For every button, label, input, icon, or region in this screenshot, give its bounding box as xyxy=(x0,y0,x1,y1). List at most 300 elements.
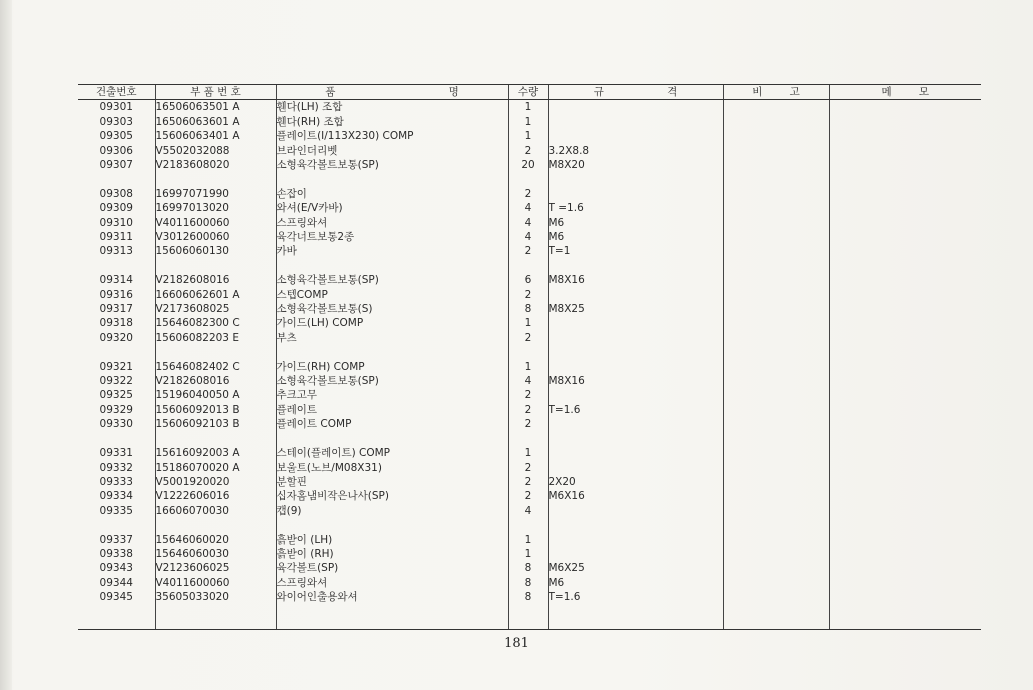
cell-qty: 2 xyxy=(508,288,548,302)
table-row xyxy=(78,100,981,115)
cell-spec: M8X20 xyxy=(548,158,723,172)
cell-remark xyxy=(723,273,829,287)
cell-part-no: 35605033020 xyxy=(155,590,276,604)
empty-cell xyxy=(276,518,508,532)
cell-remark xyxy=(723,504,829,518)
table-row xyxy=(78,244,981,258)
table-header-row xyxy=(78,85,981,100)
cell-code: 09345 xyxy=(99,591,133,604)
page-number: 181 xyxy=(504,636,529,651)
cell-remark xyxy=(723,144,829,158)
cell-spec xyxy=(548,388,723,402)
table-row xyxy=(78,216,981,230)
cell-qty: 2 xyxy=(508,417,548,431)
cell-memo xyxy=(829,417,981,431)
cell-part-no: V2182608016 xyxy=(155,374,276,388)
cell-part-no: V2123606025 xyxy=(155,561,276,575)
cell-name: 스테이(플레이트) COMP xyxy=(276,446,508,460)
cell-qty: 8 xyxy=(508,576,548,590)
cell-name: 분할핀 xyxy=(276,475,508,489)
cell-remark xyxy=(723,230,829,244)
cell-code: 09318 xyxy=(99,317,133,330)
header-code: 건출번호 xyxy=(78,85,155,100)
cell-qty: 1 xyxy=(508,129,548,143)
cell-qty: 8 xyxy=(508,561,548,575)
cell-spec: 3.2X8.8 xyxy=(548,144,723,158)
cell-code: 09303 xyxy=(99,115,133,128)
cell-code: 09316 xyxy=(99,288,133,301)
empty-cell xyxy=(155,259,276,273)
cell-code: 09338 xyxy=(99,547,133,560)
cell-spec xyxy=(548,129,723,143)
cell-name: 추크고무 xyxy=(276,388,508,402)
cell-name: 브라인더리벳 xyxy=(276,144,508,158)
cell-qty: 2 xyxy=(508,144,548,158)
empty-cell xyxy=(829,172,981,186)
cell-remark xyxy=(723,374,829,388)
cell-remark xyxy=(723,533,829,547)
cell-qty: 8 xyxy=(508,302,548,316)
cell-remark xyxy=(723,216,829,230)
cell-remark xyxy=(723,201,829,215)
cell-code: 09321 xyxy=(99,360,133,373)
empty-cell xyxy=(276,259,508,273)
cell-code: 09325 xyxy=(99,389,133,402)
cell-memo xyxy=(829,302,981,316)
cell-remark xyxy=(723,475,829,489)
table-row xyxy=(78,561,981,575)
cell-spec: M6 xyxy=(548,230,723,244)
cell-spec: M8X16 xyxy=(548,273,723,287)
cell-spec xyxy=(548,504,723,518)
cell-remark xyxy=(723,100,829,115)
table-row xyxy=(78,331,981,345)
cell-name: 플레이트(I/113X230) COMP xyxy=(276,129,508,143)
cell-part-no: 15646082300 C xyxy=(155,316,276,330)
header-spec: 규 격 xyxy=(548,85,723,100)
cell-name: 카바 xyxy=(276,244,508,258)
empty-cell xyxy=(508,605,548,630)
cell-spec xyxy=(548,547,723,561)
cell-memo xyxy=(829,244,981,258)
cell-spec xyxy=(548,331,723,345)
table-row xyxy=(78,590,981,604)
empty-cell xyxy=(78,172,155,186)
table-body xyxy=(78,100,981,629)
empty-cell xyxy=(276,345,508,359)
empty-cell xyxy=(829,605,981,630)
cell-part-no: V1222606016 xyxy=(155,489,276,503)
cell-code: 09322 xyxy=(99,375,133,388)
cell-name: 가이드(LH) COMP xyxy=(276,316,508,330)
table-end-row xyxy=(78,605,981,630)
cell-code: 09317 xyxy=(99,303,133,316)
table-row xyxy=(78,230,981,244)
table-row xyxy=(78,129,981,143)
table-row xyxy=(78,158,981,172)
cell-qty: 1 xyxy=(508,446,548,460)
cell-memo xyxy=(829,331,981,345)
empty-cell xyxy=(78,605,155,630)
cell-spec xyxy=(548,288,723,302)
empty-cell xyxy=(276,605,508,630)
cell-code: 09307 xyxy=(99,159,133,172)
cell-name: 보울트(노브/M08X31) xyxy=(276,461,508,475)
cell-remark xyxy=(723,288,829,302)
table-row xyxy=(78,388,981,402)
cell-part-no: 16997071990 xyxy=(155,187,276,201)
cell-spec: 2X20 xyxy=(548,475,723,489)
cell-name: 육각너트보통2종 xyxy=(276,230,508,244)
empty-cell xyxy=(548,605,723,630)
cell-part-no: V5001920020 xyxy=(155,475,276,489)
empty-cell xyxy=(155,518,276,532)
empty-cell xyxy=(78,345,155,359)
cell-memo xyxy=(829,158,981,172)
cell-code: 09314 xyxy=(99,274,133,287)
cell-name: 스프링와셔 xyxy=(276,576,508,590)
cell-remark xyxy=(723,590,829,604)
empty-cell xyxy=(508,172,548,186)
cell-name: 와셔(E/V카바) xyxy=(276,201,508,215)
page-edge xyxy=(0,0,12,690)
empty-cell xyxy=(508,259,548,273)
cell-code: 09335 xyxy=(99,504,133,517)
empty-cell xyxy=(829,345,981,359)
cell-spec xyxy=(548,360,723,374)
cell-part-no: V4011600060 xyxy=(155,216,276,230)
cell-part-no: 15646060020 xyxy=(155,533,276,547)
cell-code: 09334 xyxy=(99,490,133,503)
empty-cell xyxy=(548,432,723,446)
cell-qty: 1 xyxy=(508,547,548,561)
cell-name: 플레이트 COMP xyxy=(276,417,508,431)
cell-remark xyxy=(723,461,829,475)
table-row xyxy=(78,273,981,287)
cell-name: 스프링와셔 xyxy=(276,216,508,230)
table-row xyxy=(78,374,981,388)
cell-part-no: V2173608025 xyxy=(155,302,276,316)
group-spacer-row xyxy=(78,172,981,186)
cell-memo xyxy=(829,547,981,561)
table-row xyxy=(78,288,981,302)
cell-remark xyxy=(723,244,829,258)
cell-remark xyxy=(723,561,829,575)
header-part-no: 부 품 번 호 xyxy=(155,85,276,100)
cell-spec xyxy=(548,115,723,129)
cell-qty: 20 xyxy=(508,158,548,172)
empty-cell xyxy=(829,518,981,532)
cell-code: 09311 xyxy=(99,231,133,244)
cell-remark xyxy=(723,446,829,460)
table-row xyxy=(78,403,981,417)
cell-code: 09306 xyxy=(99,144,133,157)
cell-memo xyxy=(829,288,981,302)
cell-remark xyxy=(723,403,829,417)
cell-memo xyxy=(829,590,981,604)
cell-part-no: V5502032088 xyxy=(155,144,276,158)
cell-code: 09344 xyxy=(99,576,133,589)
cell-code: 09308 xyxy=(99,187,133,200)
cell-memo xyxy=(829,475,981,489)
cell-code: 09305 xyxy=(99,130,133,143)
empty-cell xyxy=(78,518,155,532)
cell-name: 육각볼트(SP) xyxy=(276,561,508,575)
cell-qty: 2 xyxy=(508,331,548,345)
cell-remark xyxy=(723,360,829,374)
cell-memo xyxy=(829,374,981,388)
table-row xyxy=(78,302,981,316)
cell-part-no: 16606070030 xyxy=(155,504,276,518)
cell-spec: M6X25 xyxy=(548,561,723,575)
cell-qty: 1 xyxy=(508,360,548,374)
cell-name: 스텝COMP xyxy=(276,288,508,302)
cell-qty: 4 xyxy=(508,216,548,230)
cell-memo xyxy=(829,360,981,374)
cell-spec: T=1 xyxy=(548,244,723,258)
cell-name: 가이드(RH) COMP xyxy=(276,360,508,374)
cell-remark xyxy=(723,417,829,431)
cell-code: 09320 xyxy=(99,331,133,344)
empty-cell xyxy=(276,172,508,186)
cell-part-no: 15606092013 B xyxy=(155,403,276,417)
table-row xyxy=(78,144,981,158)
cell-remark xyxy=(723,547,829,561)
cell-spec: M6 xyxy=(548,576,723,590)
group-spacer-row xyxy=(78,345,981,359)
cell-spec xyxy=(548,446,723,460)
empty-cell xyxy=(276,432,508,446)
cell-part-no: 15606063401 A xyxy=(155,129,276,143)
cell-remark xyxy=(723,316,829,330)
empty-cell xyxy=(723,345,829,359)
cell-spec: M6X16 xyxy=(548,489,723,503)
cell-qty: 4 xyxy=(508,374,548,388)
empty-cell xyxy=(508,432,548,446)
cell-remark xyxy=(723,388,829,402)
table-row xyxy=(78,446,981,460)
header-name: 품 명 xyxy=(276,85,508,100)
cell-memo xyxy=(829,388,981,402)
cell-name: 흙받이 (LH) xyxy=(276,533,508,547)
cell-memo xyxy=(829,561,981,575)
table-row xyxy=(78,547,981,561)
cell-spec: M6 xyxy=(548,216,723,230)
cell-qty: 2 xyxy=(508,489,548,503)
table-row xyxy=(78,489,981,503)
cell-spec: T =1.6 xyxy=(548,201,723,215)
cell-part-no: 15606060130 xyxy=(155,244,276,258)
cell-qty: 1 xyxy=(508,100,548,115)
cell-name: 소형육각볼트보통(SP) xyxy=(276,158,508,172)
empty-cell xyxy=(508,518,548,532)
cell-part-no: 16997013020 xyxy=(155,201,276,215)
cell-spec: M8X25 xyxy=(548,302,723,316)
cell-name: 플레이트 xyxy=(276,403,508,417)
cell-memo xyxy=(829,403,981,417)
cell-memo xyxy=(829,446,981,460)
cell-name: 소형육각볼트보통(S) xyxy=(276,302,508,316)
cell-part-no: V2182608016 xyxy=(155,273,276,287)
empty-cell xyxy=(723,432,829,446)
empty-cell xyxy=(508,345,548,359)
cell-part-no: V4011600060 xyxy=(155,576,276,590)
table-row xyxy=(78,504,981,518)
empty-cell xyxy=(829,259,981,273)
table-row xyxy=(78,475,981,489)
cell-part-no: 15646082402 C xyxy=(155,360,276,374)
cell-remark xyxy=(723,576,829,590)
cell-remark xyxy=(723,331,829,345)
cell-qty: 4 xyxy=(508,230,548,244)
cell-qty: 2 xyxy=(508,244,548,258)
empty-cell xyxy=(548,345,723,359)
cell-name: 십자홈냄비작은나사(SP) xyxy=(276,489,508,503)
empty-cell xyxy=(548,259,723,273)
empty-cell xyxy=(155,172,276,186)
cell-code: 09330 xyxy=(99,418,133,431)
cell-remark xyxy=(723,187,829,201)
cell-name: 소형육각볼트보통(SP) xyxy=(276,374,508,388)
parts-table xyxy=(78,84,981,630)
empty-cell xyxy=(78,432,155,446)
table-row xyxy=(78,576,981,590)
cell-memo xyxy=(829,273,981,287)
cell-spec xyxy=(548,417,723,431)
cell-part-no: 16506063601 A xyxy=(155,115,276,129)
cell-remark xyxy=(723,158,829,172)
cell-code: 09337 xyxy=(99,533,133,546)
table-row xyxy=(78,201,981,215)
empty-cell xyxy=(829,432,981,446)
cell-code: 09343 xyxy=(99,562,133,575)
cell-qty: 1 xyxy=(508,533,548,547)
cell-qty: 2 xyxy=(508,403,548,417)
cell-part-no: 15186070020 A xyxy=(155,461,276,475)
table-row xyxy=(78,316,981,330)
cell-qty: 4 xyxy=(508,201,548,215)
cell-name: 휀다(LH) 조합 xyxy=(276,100,508,115)
cell-code: 09313 xyxy=(99,245,133,258)
cell-remark xyxy=(723,302,829,316)
cell-part-no: 15646060030 xyxy=(155,547,276,561)
cell-spec xyxy=(548,461,723,475)
cell-code: 09331 xyxy=(99,447,133,460)
cell-memo xyxy=(829,216,981,230)
cell-qty: 8 xyxy=(508,590,548,604)
cell-code: 09332 xyxy=(99,461,133,474)
cell-code: 09310 xyxy=(99,216,133,229)
cell-memo xyxy=(829,461,981,475)
empty-cell xyxy=(548,518,723,532)
cell-remark xyxy=(723,115,829,129)
cell-memo xyxy=(829,201,981,215)
cell-memo xyxy=(829,533,981,547)
cell-name: 휀다(RH) 조합 xyxy=(276,115,508,129)
table-row xyxy=(78,461,981,475)
cell-code: 09309 xyxy=(99,202,133,215)
empty-cell xyxy=(723,518,829,532)
cell-qty: 2 xyxy=(508,461,548,475)
cell-qty: 4 xyxy=(508,504,548,518)
cell-memo xyxy=(829,144,981,158)
cell-name: 흙받이 (RH) xyxy=(276,547,508,561)
cell-spec xyxy=(548,316,723,330)
header-remark: 비 고 xyxy=(723,85,829,100)
cell-name: 부츠 xyxy=(276,331,508,345)
cell-name: 손잡이 xyxy=(276,187,508,201)
cell-memo xyxy=(829,504,981,518)
table-row xyxy=(78,417,981,431)
empty-cell xyxy=(155,432,276,446)
empty-cell xyxy=(155,605,276,630)
cell-part-no: 15606092103 B xyxy=(155,417,276,431)
cell-qty: 2 xyxy=(508,187,548,201)
cell-qty: 1 xyxy=(508,316,548,330)
cell-part-no: 16606062601 A xyxy=(155,288,276,302)
header-qty: 수량 xyxy=(508,85,548,100)
cell-part-no: V3012600060 xyxy=(155,230,276,244)
cell-part-no: 15616092003 A xyxy=(155,446,276,460)
cell-part-no: V2183608020 xyxy=(155,158,276,172)
group-spacer-row xyxy=(78,259,981,273)
cell-memo xyxy=(829,129,981,143)
cell-spec xyxy=(548,533,723,547)
empty-cell xyxy=(723,605,829,630)
table-row xyxy=(78,115,981,129)
cell-part-no: 15196040050 A xyxy=(155,388,276,402)
table-row xyxy=(78,360,981,374)
cell-remark xyxy=(723,489,829,503)
cell-memo xyxy=(829,489,981,503)
empty-cell xyxy=(723,172,829,186)
header-memo: 메 모 xyxy=(829,85,981,100)
cell-code: 09329 xyxy=(99,403,133,416)
table-row xyxy=(78,533,981,547)
empty-cell xyxy=(155,345,276,359)
cell-spec xyxy=(548,187,723,201)
cell-code: 09333 xyxy=(99,475,133,488)
empty-cell xyxy=(548,172,723,186)
cell-part-no: 15606082203 E xyxy=(155,331,276,345)
cell-name: 와이어인출용와셔 xyxy=(276,590,508,604)
cell-remark xyxy=(723,129,829,143)
group-spacer-row xyxy=(78,432,981,446)
cell-spec xyxy=(548,100,723,115)
cell-qty: 2 xyxy=(508,475,548,489)
cell-memo xyxy=(829,187,981,201)
cell-qty: 2 xyxy=(508,388,548,402)
group-spacer-row xyxy=(78,518,981,532)
cell-spec: T=1.6 xyxy=(548,403,723,417)
cell-memo xyxy=(829,115,981,129)
cell-name: 캡(9) xyxy=(276,504,508,518)
cell-memo xyxy=(829,100,981,115)
cell-qty: 1 xyxy=(508,115,548,129)
cell-name: 소형육각볼트보통(SP) xyxy=(276,273,508,287)
empty-cell xyxy=(723,259,829,273)
table-row xyxy=(78,187,981,201)
cell-qty: 6 xyxy=(508,273,548,287)
cell-part-no: 16506063501 A xyxy=(155,100,276,115)
cell-memo xyxy=(829,576,981,590)
empty-cell xyxy=(78,259,155,273)
cell-memo xyxy=(829,230,981,244)
cell-code: 09301 xyxy=(99,101,133,114)
cell-spec: T=1.6 xyxy=(548,590,723,604)
cell-memo xyxy=(829,316,981,330)
cell-spec: M8X16 xyxy=(548,374,723,388)
